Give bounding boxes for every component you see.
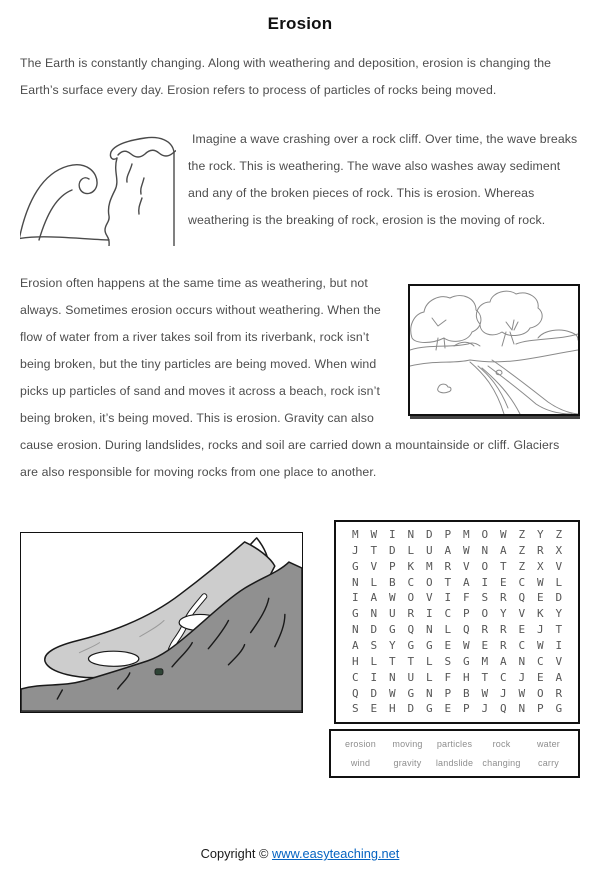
grid-letter: J [499, 686, 507, 700]
grid-letter: A [555, 670, 563, 684]
grid-letter: I [388, 528, 396, 541]
grid-letter: L [370, 575, 378, 589]
grid-letter: Y [536, 528, 544, 541]
grid-letter: B [462, 686, 470, 700]
grid-letter: L [555, 575, 563, 589]
grid-letter: R [499, 591, 507, 605]
grid-letter: M [481, 654, 489, 668]
grid-letter: V [370, 559, 378, 573]
grid-letter: T [499, 559, 507, 573]
grid-letter: H [351, 654, 359, 668]
grid-letter: E [481, 639, 489, 653]
grid-letter: E [536, 591, 544, 605]
grid-letter: W [388, 686, 396, 700]
word-bank-word: carry [538, 758, 559, 768]
grid-letter: J [536, 623, 544, 637]
grid-letter: G [351, 559, 359, 573]
word-bank-word: wind [350, 758, 371, 768]
word-bank [329, 729, 580, 778]
grid-letter: P [462, 702, 470, 716]
grid-letter: R [555, 686, 563, 700]
grid-letter: Z [518, 559, 526, 573]
grid-letter: R [499, 623, 507, 637]
grid-letter: A [462, 575, 470, 589]
grid-letter: W [462, 543, 470, 557]
grid-letter: N [481, 543, 489, 557]
grid-letter: V [425, 591, 433, 605]
easyteaching-link[interactable]: www.easyteaching.net [271, 846, 400, 861]
grid-letter: U [425, 543, 433, 557]
wave-illustration [20, 128, 176, 246]
grid-letter: R [444, 559, 452, 573]
grid-letter: F [462, 591, 470, 605]
erosion-paragraph: Erosion often happens at the same time as weathering, but not always. Sometimes erosion occurs without weathering. When the flow of water from a river takes soil from its riverbank, rock isn’t being broken, but the tiny particles are being moved. When wind picks up particles of sand and moves it across a beach, rock isn’t being broken, it’s being moved. This is erosion. Gravity can also cause erosion. During landslides, rocks and soil are carried down a mountainside or cliff. Glaciers are also responsible for moving rocks from one place to another. [20, 276, 560, 479]
bottom-row [20, 520, 580, 778]
grid-letter: S [481, 591, 489, 605]
grid-letter: S [351, 702, 359, 716]
word-bank-row [337, 758, 572, 768]
grid-letter: T [388, 654, 396, 668]
grid-letter: E [370, 702, 378, 716]
grid-letter: E [499, 575, 507, 589]
mountain-illustration [20, 532, 303, 713]
grid-letter: N [388, 670, 396, 684]
grid-letter: O [481, 607, 489, 621]
grid-letter: T [407, 654, 415, 668]
page-title [20, 0, 580, 34]
grid-letter: E [518, 623, 526, 637]
grid-letter: D [370, 623, 378, 637]
grid-letter: L [444, 623, 452, 637]
grid-letter: C [407, 575, 415, 589]
grid-letter: W [518, 686, 526, 700]
grid-letter: J [518, 670, 526, 684]
grid-letter: T [370, 543, 378, 557]
grid-letter: E [536, 670, 544, 684]
grid-letter: A [499, 543, 507, 557]
word-bank-word: particles [436, 739, 473, 749]
page-title-text: Erosion [267, 14, 333, 33]
grid-letter: P [444, 528, 452, 541]
grid-letter: D [407, 702, 415, 716]
grid-letter: G [388, 623, 396, 637]
word-bank-word: landslide [435, 758, 474, 768]
word-bank-word: erosion [345, 739, 376, 749]
grid-letter: N [351, 575, 359, 589]
grid-letter: A [351, 639, 359, 653]
grid-letter: N [351, 623, 359, 637]
grid-letter: C [444, 607, 452, 621]
grid-letter: O [481, 559, 489, 573]
grid-letter: M [425, 559, 433, 573]
grid-letter: Q [499, 702, 507, 716]
grid-letter: Q [518, 591, 526, 605]
river-illustration [408, 284, 580, 416]
grid-letter: G [407, 639, 415, 653]
grid-letter: N [370, 607, 378, 621]
grid-letter: N [407, 528, 415, 541]
grid-letter: W [370, 528, 378, 541]
grid-letter: M [351, 528, 359, 541]
word-bank-row [337, 739, 572, 749]
grid-letter: R [481, 623, 489, 637]
grid-letter: N [518, 654, 526, 668]
grid-letter: I [444, 591, 452, 605]
grid-letter: T [444, 575, 452, 589]
word-search-grid [334, 520, 580, 724]
grid-letter: U [388, 607, 396, 621]
grid-letter: V [555, 559, 563, 573]
intro-paragraph: The Earth is constantly changing. Along with weathering and deposition, erosion is changing the Earth’s surface every day. Erosion refers to process of particles of rocks being moved. [20, 56, 552, 97]
grid-letter: O [425, 575, 433, 589]
grid-letter: P [444, 686, 452, 700]
grid-letter: N [425, 623, 433, 637]
grid-letter: I [481, 575, 489, 589]
grid-letter: Z [555, 528, 563, 541]
grid-letter: O [536, 686, 544, 700]
grid-letter: V [555, 654, 563, 668]
grid-letter: T [555, 623, 563, 637]
grid-letter: I [555, 639, 563, 653]
word-bank-word: water [536, 739, 560, 749]
grid-letter: T [481, 670, 489, 684]
grid-letter: V [462, 559, 470, 573]
grid-letter: R [536, 543, 544, 557]
grid-letter: H [462, 670, 470, 684]
grid-letter: C [518, 639, 526, 653]
grid-letter: D [388, 543, 396, 557]
erosion-section [20, 270, 580, 486]
grid-letter: J [481, 702, 489, 716]
grid-letter: A [499, 654, 507, 668]
grid-letter: Y [388, 639, 396, 653]
grid-letter: N [518, 702, 526, 716]
word-bank-word: changing [482, 758, 521, 768]
grid-letter: S [444, 654, 452, 668]
wave-paragraph: Imagine a wave crashing over a rock cliff. Over time, the wave breaks the rock. This is weathering. The wave also washes away sediment and any of the broken pieces of rock. This is erosion. Whereas weathering is the breaking of rock, erosion is the moving of rock. [188, 132, 578, 227]
grid-letter: W [499, 528, 507, 541]
grid-letter: G [425, 702, 433, 716]
grid-letter: C [518, 575, 526, 589]
grid-letter: I [351, 591, 359, 605]
grid-letter: S [370, 639, 378, 653]
grid-letter: V [518, 607, 526, 621]
grid-letter: W [536, 639, 544, 653]
ground-line [20, 237, 109, 240]
grid-letter: A [370, 591, 378, 605]
grid-letter: Y [555, 607, 563, 621]
grid-letter: G [555, 702, 563, 716]
grid-letter: R [499, 639, 507, 653]
grid-letter: Z [518, 543, 526, 557]
grid-letter: G [407, 686, 415, 700]
grid-letter: L [370, 654, 378, 668]
grid-letter: O [407, 591, 415, 605]
grid-letter: L [425, 670, 433, 684]
grid-letter: G [351, 607, 359, 621]
word-bank-word: rock [492, 739, 511, 749]
grid-letter: W [536, 575, 544, 589]
grid-letter: G [425, 639, 433, 653]
grid-letter: K [536, 607, 544, 621]
grid-letter: D [425, 528, 433, 541]
grid-letter: F [444, 670, 452, 684]
footer [0, 846, 600, 861]
word-bank-word: gravity [393, 758, 422, 768]
grid-letter: B [388, 575, 396, 589]
puzzle-column [334, 520, 580, 778]
grid-letter: Q [351, 686, 359, 700]
grid-letter: X [555, 543, 563, 557]
word-bank-word: moving [392, 739, 423, 749]
grid-letter: O [481, 528, 489, 541]
grid-letter: L [407, 543, 415, 557]
wave-section [20, 126, 580, 246]
grid-letter: A [444, 543, 452, 557]
grid-letter: Q [407, 623, 415, 637]
grid-letter: E [444, 702, 452, 716]
grid-letter: R [407, 607, 415, 621]
grid-letter: H [388, 702, 396, 716]
grid-letter: W [388, 591, 396, 605]
grid-letter: J [351, 543, 359, 557]
grid-letter: P [536, 702, 544, 716]
grid-letter: W [481, 686, 489, 700]
grid-letter: W [462, 639, 470, 653]
grid-letter: N [425, 686, 433, 700]
grid-letter: C [499, 670, 507, 684]
grid-letter: I [425, 607, 433, 621]
grid-letter: Z [518, 528, 526, 541]
grid-letter: C [351, 670, 359, 684]
grid-letter: Y [499, 607, 507, 621]
grid-letter: X [536, 559, 544, 573]
grid-letter: D [370, 686, 378, 700]
grid-letter: E [444, 639, 452, 653]
grid-letter: P [388, 559, 396, 573]
grid-letter: Q [462, 623, 470, 637]
grid-letter: M [462, 528, 470, 541]
grid-letter: C [536, 654, 544, 668]
grid-letter: U [407, 670, 415, 684]
grid-letter: G [462, 654, 470, 668]
grid-letter: K [407, 559, 415, 573]
grid-letter: I [370, 670, 378, 684]
grid-letter: D [555, 591, 563, 605]
copyright-text: Copyright © [200, 846, 272, 861]
grid-letter: P [462, 607, 470, 621]
grid-letter: L [425, 654, 433, 668]
